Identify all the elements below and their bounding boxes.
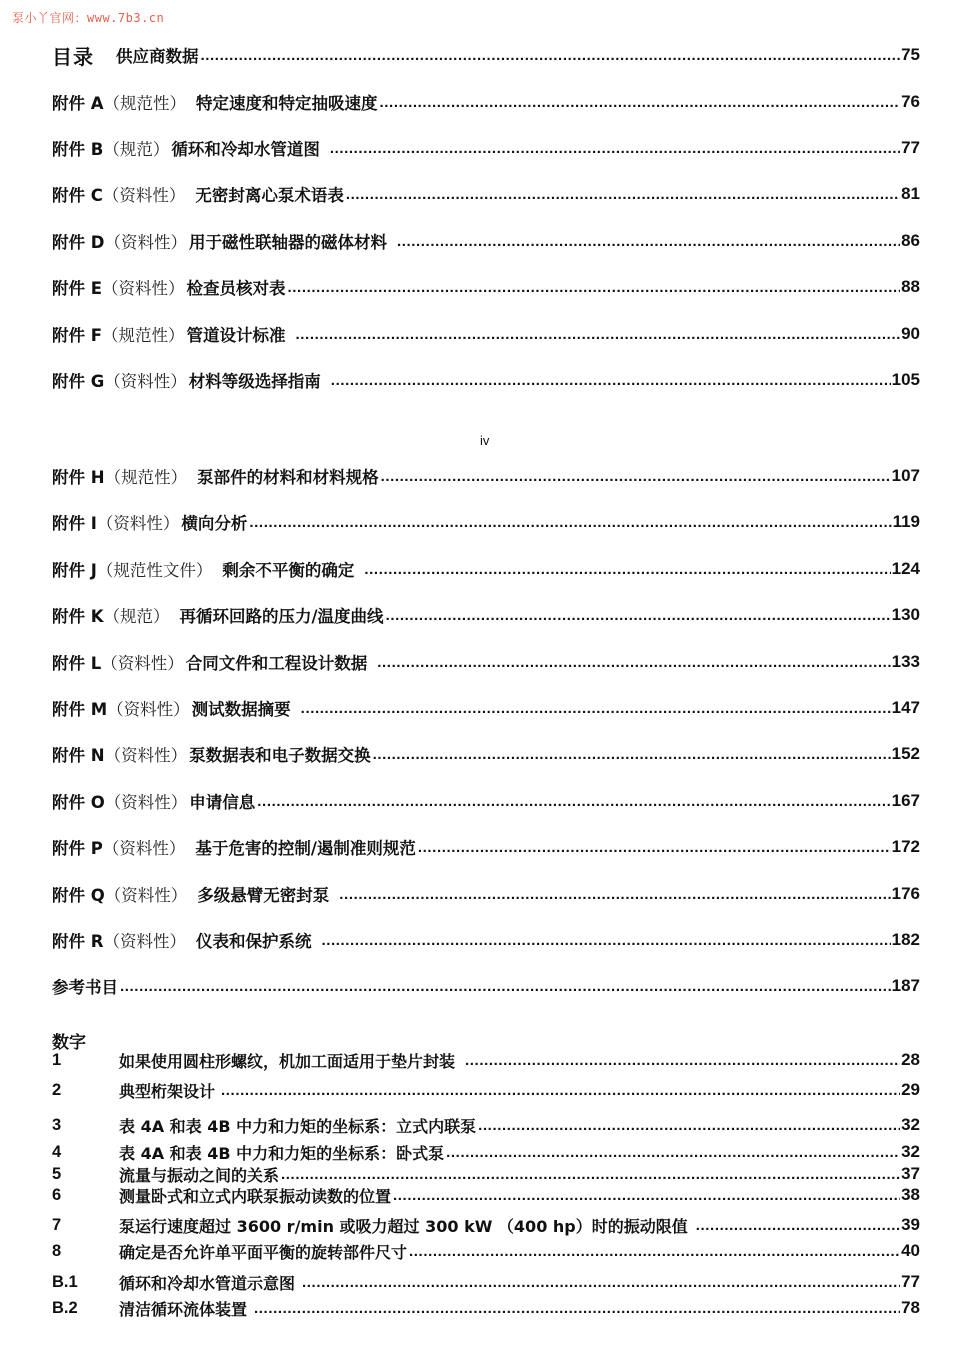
figure-label: 循环和冷却水管道示意图 bbox=[119, 1273, 296, 1293]
annex-type: （规范） bbox=[103, 140, 170, 159]
figure-page: 38 bbox=[901, 1185, 920, 1204]
annex-type: （规范性） bbox=[103, 94, 187, 113]
toc-entry-label: 测试数据摘要 bbox=[191, 700, 291, 719]
annex-type: （规范性） bbox=[104, 468, 188, 487]
annex-prefix: 附件 Q bbox=[52, 886, 105, 905]
dot-leader bbox=[465, 1050, 900, 1070]
figure-label: 如果使用圆柱形螺纹，机加工面适用于垫片封装 bbox=[119, 1051, 456, 1071]
figure-number: 6 bbox=[52, 1185, 62, 1204]
annex-prefix: 附件 B bbox=[52, 140, 104, 159]
figure-page: 32 bbox=[901, 1115, 920, 1134]
dot-leader bbox=[478, 1115, 900, 1135]
annex-type: （资料性） bbox=[101, 654, 184, 673]
annex-prefix: 附件 H bbox=[52, 468, 105, 487]
toc-entry-page: 105 bbox=[891, 370, 920, 389]
figure-entry-8[interactable] bbox=[52, 1240, 920, 1262]
annex-prefix: 附件 L bbox=[52, 654, 102, 673]
figure-label: 表 4A 和表 4B 中力和力矩的坐标系：卧式泵 bbox=[119, 1143, 445, 1163]
toc-entry-annex-h[interactable] bbox=[52, 464, 920, 488]
toc-entry-annex-q[interactable] bbox=[52, 882, 920, 906]
figure-number: B.1 bbox=[52, 1272, 78, 1291]
figure-number: B.2 bbox=[52, 1298, 78, 1317]
toc-entry-label: 参考书目 bbox=[52, 978, 118, 997]
dot-leader bbox=[409, 1241, 900, 1261]
dot-leader bbox=[201, 45, 901, 65]
dot-leader bbox=[301, 698, 891, 718]
toc-entry-annex-r[interactable] bbox=[52, 928, 920, 952]
annex-type: （资料性） bbox=[96, 514, 180, 533]
toc-entry-label: 用于磁性联轴器的磁体材料 bbox=[188, 233, 387, 252]
dot-leader bbox=[397, 231, 900, 251]
figure-number: 2 bbox=[52, 1080, 62, 1099]
annex-prefix: 附件 C bbox=[52, 186, 103, 205]
figure-label: 测量卧式和立式内联泵振动读数的位置 bbox=[119, 1186, 392, 1206]
figure-number: 8 bbox=[52, 1241, 62, 1260]
toc-entry-annex-b[interactable] bbox=[52, 136, 920, 160]
figure-label: 典型桁架设计 bbox=[119, 1081, 216, 1101]
annex-type: （资料性） bbox=[103, 932, 186, 951]
dot-leader bbox=[446, 1142, 900, 1162]
figure-page: 77 bbox=[901, 1272, 920, 1291]
toc-entry-page: 152 bbox=[891, 744, 920, 763]
toc-entry-page: 88 bbox=[901, 277, 920, 296]
annex-type: （资料性） bbox=[107, 700, 190, 719]
toc-entry-page: 124 bbox=[891, 559, 920, 578]
annex-prefix: 附件 M bbox=[52, 700, 108, 719]
toc-entry-annex-f[interactable] bbox=[52, 322, 920, 346]
annex-prefix: 附件 A bbox=[52, 94, 104, 113]
dot-leader bbox=[302, 1272, 900, 1292]
dot-leader bbox=[339, 884, 890, 904]
toc-entry-page: 130 bbox=[891, 605, 920, 624]
figure-entry-1[interactable] bbox=[52, 1049, 920, 1071]
figure-page: 37 bbox=[901, 1164, 920, 1183]
toc-entry-label: 特定速度和特定抽吸速度 bbox=[196, 94, 378, 113]
dot-leader bbox=[346, 184, 900, 204]
toc-entry-label: 再循环回路的压力/温度曲线 bbox=[179, 607, 384, 626]
toc-entry-label: 管道设计标准 bbox=[186, 326, 286, 345]
figure-page: 39 bbox=[901, 1215, 920, 1234]
toc-entry-label: 无密封离心泵术语表 bbox=[195, 186, 344, 205]
annex-prefix: 附件 J bbox=[52, 561, 97, 580]
figure-page: 29 bbox=[901, 1080, 920, 1099]
toc-entry-annex-n[interactable] bbox=[52, 742, 920, 766]
annex-type: （规范性文件） bbox=[96, 561, 213, 580]
toc-entry-page: 90 bbox=[901, 324, 920, 343]
toc-title: 目录 bbox=[52, 44, 94, 69]
toc-entry-label: 检查员核对表 bbox=[186, 279, 286, 298]
figure-label: 泵运行速度超过 3600 r/min 或吸力超过 300 kW （400 hp）时的振动限值 bbox=[119, 1216, 688, 1236]
figure-page: 32 bbox=[901, 1142, 920, 1161]
annex-type: （资料性） bbox=[102, 279, 185, 298]
toc-entry-page: 107 bbox=[891, 466, 920, 485]
dot-leader bbox=[377, 652, 890, 672]
annex-prefix: 附件 E bbox=[52, 279, 103, 298]
page-number-marker: iv bbox=[480, 433, 490, 448]
figure-page: 78 bbox=[901, 1298, 920, 1317]
toc-entry-annex-e[interactable] bbox=[52, 275, 920, 299]
figure-number: 4 bbox=[52, 1142, 62, 1161]
annex-type: （规范性） bbox=[102, 326, 185, 345]
figure-page: 28 bbox=[901, 1050, 920, 1069]
dot-leader bbox=[418, 837, 891, 857]
toc-entry-label: 泵部件的材料和材料规格 bbox=[197, 468, 379, 487]
annex-prefix: 附件 D bbox=[52, 233, 105, 252]
dot-leader bbox=[381, 466, 891, 486]
toc-entry-page: 147 bbox=[891, 698, 920, 717]
toc-entry-page: 182 bbox=[891, 930, 920, 949]
toc-entry-page: 81 bbox=[901, 184, 920, 203]
dot-leader bbox=[296, 324, 901, 344]
figure-label: 清洁循环流体装置 bbox=[119, 1299, 248, 1319]
toc-entry-page: 133 bbox=[891, 652, 920, 671]
toc-entry-page: 167 bbox=[891, 791, 920, 810]
dot-leader bbox=[373, 744, 891, 764]
toc-entry-annex-c[interactable] bbox=[52, 182, 920, 206]
toc-entry-annex-d[interactable] bbox=[52, 229, 920, 253]
toc-entry-annex-m[interactable] bbox=[52, 696, 920, 720]
toc-entry-page: 119 bbox=[892, 512, 920, 531]
figure-entry-4[interactable] bbox=[52, 1141, 920, 1163]
toc-entry-page: 86 bbox=[901, 231, 920, 250]
dot-leader bbox=[288, 277, 901, 297]
figure-label: 流量与振动之间的关系 bbox=[119, 1165, 280, 1185]
toc-entry-page: 75 bbox=[901, 45, 920, 64]
toc-entry-annex-j[interactable] bbox=[52, 557, 920, 581]
annex-type: （资料性） bbox=[102, 186, 186, 205]
dot-leader bbox=[281, 1164, 900, 1184]
annex-type: （资料性） bbox=[104, 886, 188, 905]
annex-type: （资料性） bbox=[102, 839, 186, 858]
figure-label: 表 4A 和表 4B 中力和力矩的坐标系：立式内联泵 bbox=[119, 1116, 477, 1136]
figures-heading: 数字 bbox=[52, 1033, 86, 1053]
figure-number: 3 bbox=[52, 1115, 62, 1134]
toc-entry-supplier-data[interactable] bbox=[52, 43, 920, 67]
toc-entry-label: 基于危害的控制/遏制准则规范 bbox=[195, 839, 416, 858]
dot-leader bbox=[696, 1215, 900, 1235]
figure-entry-5[interactable] bbox=[52, 1163, 920, 1185]
annex-type: （规范） bbox=[103, 607, 170, 626]
figure-entry-7[interactable] bbox=[52, 1214, 920, 1236]
toc-entry-page: 172 bbox=[891, 837, 920, 856]
annex-prefix: 附件 F bbox=[52, 326, 103, 345]
toc-entry-label: 材料等级选择指南 bbox=[188, 372, 321, 391]
dot-leader bbox=[249, 512, 891, 532]
annex-prefix: 附件 R bbox=[52, 932, 104, 951]
dot-leader bbox=[321, 930, 890, 950]
dot-leader bbox=[221, 1080, 900, 1100]
toc-entry-annex-o[interactable] bbox=[52, 789, 920, 813]
annex-type: （资料性） bbox=[104, 746, 188, 765]
toc-entry-page: 76 bbox=[901, 92, 920, 111]
toc-entry-annex-i[interactable] bbox=[52, 510, 920, 534]
toc-entry-label: 仪表和保护系统 bbox=[195, 932, 312, 951]
annex-prefix: 附件 O bbox=[52, 793, 105, 812]
figure-entry-3[interactable] bbox=[52, 1114, 920, 1136]
figure-entry-b1[interactable] bbox=[52, 1271, 920, 1293]
toc-entry-annex-l[interactable] bbox=[52, 650, 920, 674]
toc-entry-page: 187 bbox=[891, 976, 920, 995]
toc-entry-label: 多级悬臂无密封泵 bbox=[197, 886, 330, 905]
annex-prefix: 附件 N bbox=[52, 746, 105, 765]
toc-entry-page: 77 bbox=[901, 138, 920, 157]
toc-entry-label: 循环和冷却水管道图 bbox=[171, 140, 320, 159]
annex-type: （资料性） bbox=[104, 372, 187, 391]
figure-label: 确定是否允许单平面平衡的旋转部件尺寸 bbox=[119, 1242, 408, 1262]
toc-entry-label: 横向分析 bbox=[181, 514, 248, 533]
toc-entry-label: 剩余不平衡的确定 bbox=[222, 561, 355, 580]
toc-entry-annex-g[interactable] bbox=[52, 368, 920, 392]
dot-leader bbox=[364, 559, 890, 579]
figure-page: 40 bbox=[901, 1241, 920, 1260]
dot-leader bbox=[254, 1298, 900, 1318]
dot-leader bbox=[393, 1185, 900, 1205]
figure-entry-6[interactable] bbox=[52, 1184, 920, 1206]
annex-prefix: 附件 K bbox=[52, 607, 104, 626]
figure-entry-b2[interactable] bbox=[52, 1297, 920, 1319]
annex-type: （资料性） bbox=[104, 233, 187, 252]
figure-number: 7 bbox=[52, 1215, 62, 1234]
dot-leader bbox=[330, 138, 900, 158]
toc-entry-bibliography[interactable] bbox=[52, 974, 920, 998]
dot-leader bbox=[120, 976, 891, 996]
toc-entry-page: 176 bbox=[891, 884, 920, 903]
figure-number: 5 bbox=[52, 1164, 62, 1183]
annex-prefix: 附件 I bbox=[52, 514, 97, 533]
annex-prefix: 附件 P bbox=[52, 839, 103, 858]
toc-entry-annex-a[interactable] bbox=[52, 90, 920, 114]
toc-entry-label: 供应商数据 bbox=[116, 47, 199, 66]
annex-type: （资料性） bbox=[104, 793, 188, 812]
toc-entry-annex-p[interactable] bbox=[52, 835, 920, 859]
figure-entry-2[interactable] bbox=[52, 1079, 920, 1101]
dot-leader bbox=[380, 92, 901, 112]
toc-entry-label: 合同文件和工程设计数据 bbox=[185, 654, 368, 673]
toc-entry-label: 泵数据表和电子数据交换 bbox=[189, 746, 371, 765]
toc-entry-label: 申请信息 bbox=[189, 793, 256, 812]
toc-entry-annex-k[interactable] bbox=[52, 603, 920, 627]
dot-leader bbox=[386, 605, 891, 625]
watermark-text: 泵小丫官网：www.7b3.cn bbox=[12, 11, 165, 25]
dot-leader bbox=[331, 370, 891, 390]
figure-number: 1 bbox=[52, 1050, 62, 1069]
annex-prefix: 附件 G bbox=[52, 372, 105, 391]
dot-leader bbox=[257, 791, 890, 811]
